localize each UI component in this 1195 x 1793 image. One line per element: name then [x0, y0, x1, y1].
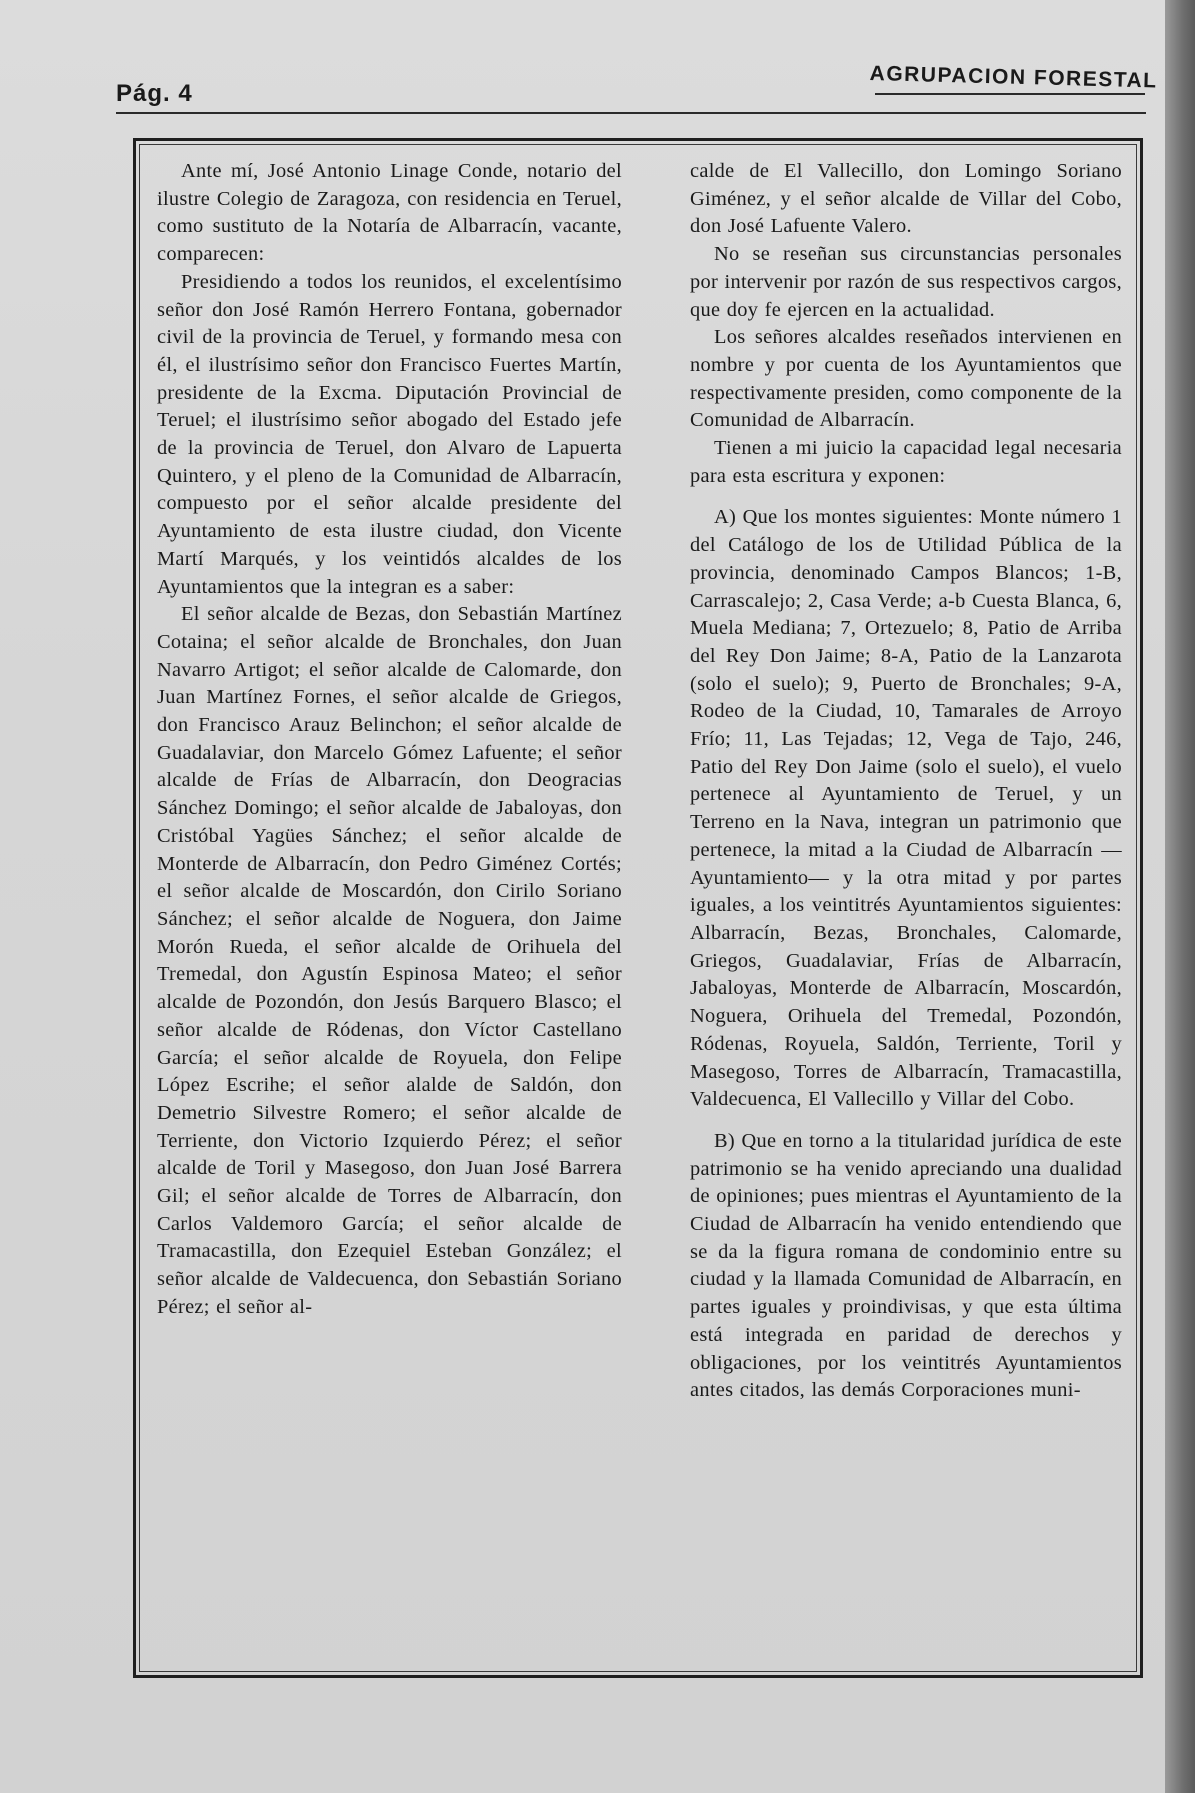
right-paragraph-6: B) Que en torno a la titularidad jurídica de este patrimonio se ha venido apreciando una dualidad de opiniones; pues mientras el Ayuntamiento de la Ciudad de Albarracín ha venido entendiendo que se da la figura romana de condominio entre su ciudad y la llamada Comunidad de Albarracín, en partes iguales y proindivisas, y que esta última está integrada en paridad de derechos y obligaciones, por los veintitrés Ayuntamientos antes citados, las demás Corporaciones muni- [690, 1129, 1122, 1402]
paragraph-gap [690, 490, 1122, 504]
right-paragraph-5: A) Que los montes siguientes: Monte número 1 del Catálogo de los de Utilidad Pública de la provincia, denominado Campos Blancos; 1-B, Carrascalejo; 2, Casa Verde; a-b Cuesta Blanca, 6, Muela Mediana; 7, Ortezuelo; 8, Patio de Arriba del Rey Don Jaime; 8-A, Patio de la Lanzarota (solo el suelo); 9, Puerto de Bronchales; 9-A, Rodeo de la Ciudad, 10, Tamarales de Arroyo Frío; 11, Las Tejadas; 12, Vega de Tajo, 246, Patio del Rey Don Jaime (solo el suelo), el vuelo pertenece al Ayuntamiento de Teruel, y un Terreno en la Nava, integran un patrimonio que pertenece, la mitad a la Ciudad de Albarracín —Ayuntamiento— y la otra mitad y por partes iguales, a los veintitrés Ayuntamientos siguientes: Albarracín, Bezas, Bronchales, Calomarde, Griegos, Guadalaviar, Frías de Albarracín, Jabaloyas, Monterde de Albarracín, Moscardón, Noguera, Orihuela del Tremedal, Pozondón, Ródenas, Royuela, Saldón, Terriente, Toril y Masegoso, Torres de Albarracín, Tramacastilla, Valdecuenca, El Vallecillo y Villar del Cobo. [690, 506, 1122, 1111]
right-column [690, 158, 1122, 1405]
paragraph-gap [690, 1114, 1122, 1128]
left-paragraph-3: El señor alcalde de Bezas, don Sebastián Martínez Cotaina; el señor alcalde de Bronchales, don Juan Navarro Artigot; el señor alcalde de Calomarde, don Juan Martínez Fornes, el señor alcalde de Griegos, don Francisco Arauz Belinchon; el señor alcalde de Guadalaviar, don Marcelo Gómez Lafuente; el señor alcalde de Frías de Albarracín, don Deogracias Sánchez Domingo; el señor alcalde de Jabaloyas, don Cristóbal Yagües Sánchez; el señor alcalde de Monterde de Albarracín, don Pedro Giménez Cortés; el señor alcalde de Moscardón, don Cirilo Soriano Sánchez; el señor alcalde de Noguera, don Jaime Morón Rueda, el señor alcalde de Orihuela del Tremedal, don Agustín Espinosa Mateo; el señor alcalde de Pozondón, don Jesús Barquero Blasco; el señor alcalde de Ródenas, don Víctor Castellano García; el señor alcalde de Royuela, don Felipe López Escrihe; el señor alalde de Saldón, don Demetrio Silvestre Romero; el señor alcalde de Terriente, don Victorio Izquierdo Pérez; el señor alcalde de Toril y Masegoso, don Juan José Barrera Gil; el señor alcalde de Torres de Albarracín, don Carlos Valdemoro García; el señor alcalde de Tramacastilla, don Ezequiel Esteban González; el señor alcalde de Valdecuenca, don Sebastián Soriano Pérez; el señor al- [157, 603, 622, 1318]
left-paragraph-1: Ante mí, José Antonio Linage Conde, notario del ilustre Colegio de Zaragoza, con residencia en Teruel, como sustituto de la Notaría de Albarracín, vacante, comparecen: [157, 160, 622, 266]
binding-edge [1165, 0, 1195, 1793]
right-paragraph-2: No se reseñan sus circunstancias personales por intervenir por razón de sus respectivos cargos, que doy fe ejercen en la actualidad. [690, 243, 1122, 321]
right-paragraph-1: calde de El Vallecillo, don Lomingo Soriano Giménez, y el señor alcalde de Villar del Cobo, don José Lafuente Valero. [690, 160, 1122, 238]
page-number: Pág. 4 [116, 80, 193, 107]
left-column [157, 158, 622, 1322]
running-title: AGRUPACION FORESTAL [869, 62, 1158, 93]
right-paragraph-4: Tienen a mi juicio la capacidad legal necesaria para esta escritura y exponen: [690, 437, 1122, 487]
header-rule-short [875, 93, 1145, 95]
left-paragraph-2: Presidiendo a todos los reunidos, el excelentísimo señor don José Ramón Herrero Fontana, gobernador civil de la provincia de Teruel, y formando mesa con él, el ilustrísimo señor don Francisco Fuertes Martín, presidente de la Excma. Diputación Provincial de Teruel; el ilustrísimo señor abogado del Estado jefe de la provincia de Teruel, don Alvaro de Lapuerta Quintero, y el pleno de la Comunidad de Albarracín, compuesto por el señor alcalde presidente del Ayuntamiento de esta ilustre ciudad, don Vicente Martí Marqués, y los veintidós alcaldes de los Ayuntamientos que la integran es a saber: [157, 270, 622, 598]
header-rule [116, 112, 1146, 114]
right-paragraph-3: Los señores alcaldes reseñados intervienen en nombre y por cuenta de los Ayuntamientos que respectivamente presiden, como componente de la Comunidad de Albarracín. [690, 326, 1122, 432]
